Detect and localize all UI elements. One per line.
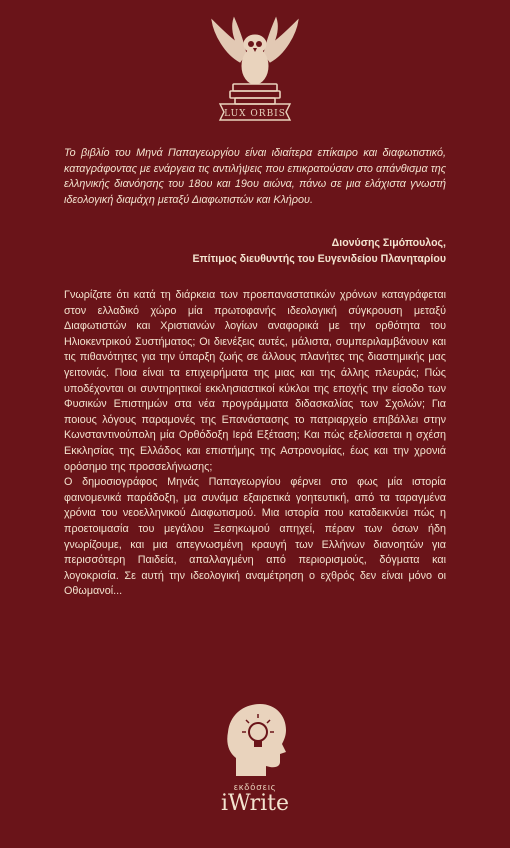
publisher-name: iWrite <box>220 791 290 816</box>
attribution-name: Διονύσης Σιμόπουλος, <box>331 237 446 249</box>
attribution-role: Επίτιμος διευθυντής του Ευγενιδείου Πλανηταρίου <box>192 252 446 265</box>
intro-text: Το βιβλίο του Μηνά Παπαγεωργίου είναι ιδιαίτερα επίκαιρο και διαφωτιστικό, καταγράφοντας με ενάργεια τις αντιλήψεις που επικρατούσαν στο απάνθισμα της ελληνικής διανόησης του 18ου και 19ου αιώνα, πάνω σε μια ελάχιστα γνωστή ιδεολογική διαμάχη μεταξύ Διαφωτιστών και Κλήρου. <box>64 147 446 206</box>
intro-quote <box>64 146 446 208</box>
attribution <box>192 236 446 267</box>
logo-motto: LUX ORBIS <box>224 109 286 119</box>
publisher-subtitle: εκδόσεις <box>233 782 277 792</box>
lux-orbis-logo <box>200 14 310 124</box>
publisher-logo <box>222 700 290 776</box>
back-cover-text <box>64 288 446 600</box>
owl-on-books-icon <box>200 14 310 124</box>
body-paragraph: Γνωρίζατε ότι κατά τη διάρκεια των προεπαναστατικών χρόνων καταγράφεται στον ελλαδικό χώρο μία πρωτοφανής ιδεολογική σύγκρουση μεταξύ Διαφωτιστών και Χριστιανών λογίων αναφορικά με την ορθότητα του Ηλιοκεντρικού Συστήματος; Οι διενέξεις αυτές, μάλιστα, συμπεριλαμβάνουν και τις πιθανότητες για την ύπαρξη ζωής σε άλλους πλανήτες της διαστημικής μας γειτονιάς. Ποια είναι τα επιχειρήματα της μιας και της άλλης πλευράς; Πώς υποδέχονται οι συντηρητικοί εκκλησιαστικοί κύκλοι της εποχής την είσοδο των Φυσικών Επιστημών στα νέα προγράμματα διδασκαλίας των Σχολών; Για ποιους λόγους παραμονές της Επανάστασης το πατριαρχείο επιβάλλει στην Κωνσταντινούπολη μία Ορθόδοξη Ιερά Εξέταση; Και πώς εξελίσσεται η σχέση Εκκλησίας της Ελλάδος και επιστήμης της Αστρονομίας, έως και την χρονιά ορόσημο της προσσελήνωσης; <box>64 289 446 473</box>
body-paragraph: Ο δημοσιογράφος Μηνάς Παπαγεωργίου φέρνει στο φως μία ιστορία φαινομενικά παράδοξη, μα συνάμα εξαιρετικά γοητευτική, από τα ταραγμένα χρόνια του νεοελληνικού Διαφωτισμού. Μια ιστορία που καταδεικνύει πώς η προετοιμασία του μεγάλου Ξεσηκωμού απηχεί, πέραν των όσων ήδη γνωρίζουμε, και μια απεγνωσμένη κραυγή των Ελλήνων διανοητών για περισσότερη Παιδεία, απαλλαγμένη από περιορισμούς, δόγματα και λογοκρισία. Σε αυτή την ιδεολογική αναμέτρηση ο εχθρός δεν είναι μόνο οι Οθωμανοί... <box>64 476 446 598</box>
head-lightbulb-icon <box>222 700 290 776</box>
